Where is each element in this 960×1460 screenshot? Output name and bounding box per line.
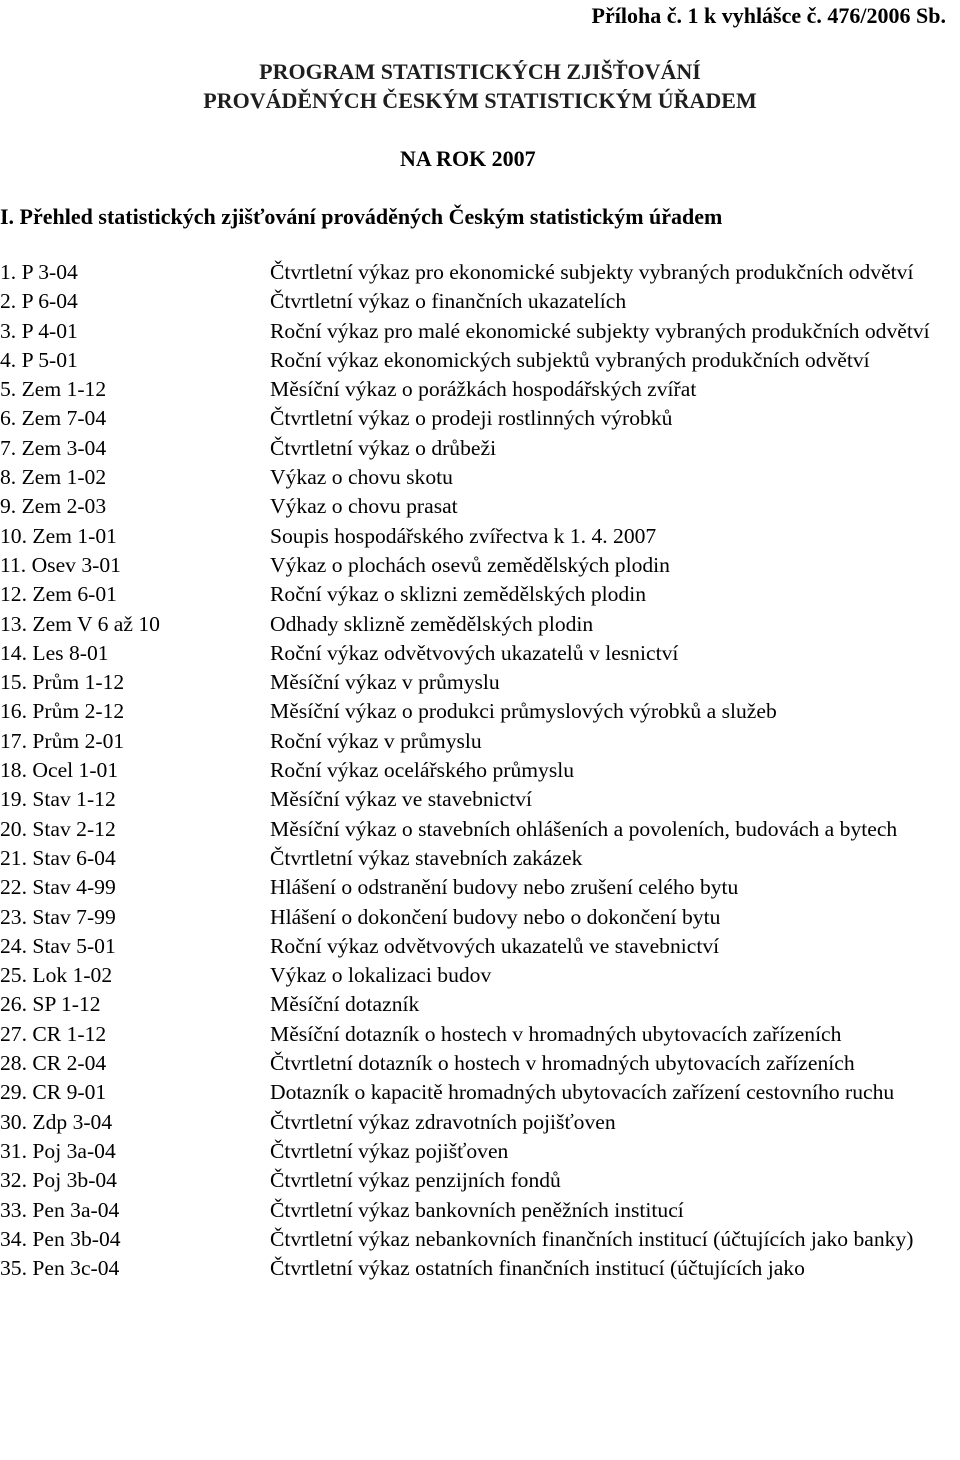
survey-description: Soupis hospodářského zvířectva k 1. 4. 2007 (270, 523, 657, 548)
survey-code: 19. Stav 1-12 (0, 787, 116, 812)
survey-code: 14. Les 8-01 (0, 640, 109, 665)
survey-code: 21. Stav 6-04 (0, 845, 116, 870)
survey-description: Čtvrtletní výkaz penzijních fondů (270, 1168, 561, 1193)
survey-code: 28. CR 2-04 (0, 1051, 107, 1076)
survey-item (0, 346, 960, 375)
survey-description: Měsíční výkaz v průmyslu (270, 670, 500, 695)
survey-code: 30. Zdp 3-04 (0, 1109, 113, 1134)
survey-code: 2. P 6-04 (0, 289, 78, 314)
survey-description: Výkaz o plochách osevů zemědělských plodin (270, 552, 670, 577)
survey-code: 15. Prům 1-12 (0, 670, 125, 695)
survey-description: Měsíční výkaz ve stavebnictví (270, 787, 533, 812)
survey-item (0, 1254, 960, 1283)
survey-list (0, 258, 960, 1283)
survey-item (0, 1049, 960, 1078)
survey-item (0, 522, 960, 551)
survey-code: 4. P 5-01 (0, 347, 78, 372)
survey-description: Měsíční výkaz o stavebních ohlášeních a povoleních, budovách a bytech (270, 816, 898, 841)
title-line-2: PROVÁDĚNÝCH ČESKÝM STATISTICKÝM ÚŘADEM (203, 88, 757, 113)
survey-item (0, 580, 960, 609)
survey-description: Čtvrtletní výkaz nebankovních finančních institucí (účtujících jako banky) (270, 1226, 914, 1251)
survey-code: 1. P 3-04 (0, 260, 78, 284)
survey-item (0, 668, 960, 697)
survey-description: Výkaz o chovu prasat (270, 494, 458, 519)
survey-item (0, 697, 960, 726)
survey-item (0, 1078, 960, 1107)
survey-item (0, 1225, 960, 1254)
survey-description: Čtvrtletní dotazník o hostech v hromadných ubytovacích zařízeních (270, 1051, 855, 1076)
survey-description: Hlášení o odstranění budovy nebo zrušení celého bytu (270, 875, 739, 900)
survey-item (0, 1196, 960, 1225)
survey-description: Roční výkaz odvětvových ukazatelů v lesnictví (270, 640, 679, 665)
survey-description: Měsíční dotazník o hostech v hromadných ubytovacích zařízeních (270, 1021, 842, 1046)
survey-item (0, 990, 960, 1019)
survey-item (0, 727, 960, 756)
survey-item (0, 903, 960, 932)
survey-code: 27. CR 1-12 (0, 1021, 107, 1046)
annex-reference: Příloha č. 1 k vyhlášce č. 476/2006 Sb. (591, 3, 946, 28)
survey-item (0, 1020, 960, 1049)
survey-item (0, 1137, 960, 1166)
section-heading: I. Přehled statistických zjišťování prováděných Českým statistickým úřadem (0, 204, 723, 229)
survey-item (0, 610, 960, 639)
survey-description: Čtvrtletní výkaz pro ekonomické subjekty vybraných produkčních odvětví (270, 260, 914, 284)
survey-description: Měsíční výkaz o porážkách hospodářských zvířat (270, 377, 697, 402)
survey-code: 18. Ocel 1-01 (0, 758, 119, 783)
title-line-1: PROGRAM STATISTICKÝCH ZJIŠŤOVÁNÍ (259, 59, 701, 84)
survey-item (0, 492, 960, 521)
survey-description: Měsíční dotazník (270, 992, 420, 1017)
survey-item (0, 639, 960, 668)
survey-item (0, 844, 960, 873)
survey-code: 23. Stav 7-99 (0, 904, 116, 929)
survey-item (0, 317, 960, 346)
survey-description: Roční výkaz pro malé ekonomické subjekty vybraných produkčních odvětví (270, 318, 930, 343)
survey-description: Čtvrtletní výkaz pojišťoven (270, 1138, 509, 1163)
survey-code: 22. Stav 4-99 (0, 875, 116, 900)
survey-description: Odhady sklizně zemědělských plodin (270, 611, 594, 636)
survey-description: Čtvrtletní výkaz ostatních finančních institucí (účtujících jako (270, 1256, 805, 1281)
survey-code: 6. Zem 7-04 (0, 406, 107, 431)
survey-item (0, 815, 960, 844)
survey-code: 11. Osev 3-01 (0, 552, 121, 577)
survey-description: Čtvrtletní výkaz bankovních peněžních institucí (270, 1197, 684, 1222)
document-title (0, 57, 960, 115)
survey-item (0, 961, 960, 990)
survey-description: Roční výkaz ocelářského průmyslu (270, 758, 575, 783)
survey-code: 3. P 4-01 (0, 318, 78, 343)
survey-description: Dotazník o kapacitě hromadných ubytovacích zařízení cestovního ruchu (270, 1080, 895, 1105)
survey-item (0, 932, 960, 961)
survey-code: 26. SP 1-12 (0, 992, 101, 1017)
survey-description: Roční výkaz o sklizni zemědělských plodin (270, 582, 647, 607)
survey-code: 9. Zem 2-03 (0, 494, 107, 519)
survey-description: Čtvrtletní výkaz o finančních ukazatelích (270, 289, 627, 314)
survey-description: Čtvrtletní výkaz o prodeji rostlinných výrobků (270, 406, 673, 431)
survey-code: 16. Prům 2-12 (0, 699, 125, 724)
survey-code: 13. Zem V 6 až 10 (0, 611, 160, 636)
survey-item (0, 1108, 960, 1137)
survey-description: Roční výkaz odvětvových ukazatelů ve stavebnictví (270, 933, 720, 958)
survey-code: 35. Pen 3c-04 (0, 1256, 120, 1281)
survey-code: 24. Stav 5-01 (0, 933, 116, 958)
survey-description: Měsíční výkaz o produkci průmyslových výrobků a služeb (270, 699, 777, 724)
survey-code: 33. Pen 3a-04 (0, 1197, 120, 1222)
document-year: NA ROK 2007 (400, 146, 536, 171)
survey-description: Roční výkaz ekonomických subjektů vybraných produkčních odvětví (270, 347, 870, 372)
survey-code: 32. Poj 3b-04 (0, 1168, 117, 1193)
survey-description: Hlášení o dokončení budovy nebo o dokončení bytu (270, 904, 721, 929)
survey-code: 31. Poj 3a-04 (0, 1138, 116, 1163)
survey-code: 29. CR 9-01 (0, 1080, 107, 1105)
survey-code: 5. Zem 1-12 (0, 377, 107, 402)
survey-item (0, 258, 960, 287)
survey-item (0, 434, 960, 463)
survey-code: 8. Zem 1-02 (0, 465, 107, 490)
survey-code: 12. Zem 6-01 (0, 582, 117, 607)
survey-description: Čtvrtletní výkaz stavebních zakázek (270, 845, 583, 870)
survey-item (0, 551, 960, 580)
survey-code: 17. Prům 2-01 (0, 728, 125, 753)
survey-code: 20. Stav 2-12 (0, 816, 116, 841)
survey-item (0, 404, 960, 433)
survey-item (0, 375, 960, 404)
survey-item (0, 756, 960, 785)
survey-description: Čtvrtletní výkaz zdravotních pojišťoven (270, 1109, 616, 1134)
survey-item (0, 1166, 960, 1195)
survey-description: Čtvrtletní výkaz o drůbeži (270, 435, 497, 460)
survey-item (0, 463, 960, 492)
survey-code: 10. Zem 1-01 (0, 523, 117, 548)
survey-code: 34. Pen 3b-04 (0, 1226, 121, 1251)
survey-description: Roční výkaz v průmyslu (270, 728, 482, 753)
survey-code: 7. Zem 3-04 (0, 435, 107, 460)
survey-item (0, 873, 960, 902)
survey-item (0, 287, 960, 316)
survey-description: Výkaz o chovu skotu (270, 465, 453, 490)
survey-code: 25. Lok 1-02 (0, 963, 113, 988)
survey-description: Výkaz o lokalizaci budov (270, 963, 492, 988)
survey-item (0, 785, 960, 814)
